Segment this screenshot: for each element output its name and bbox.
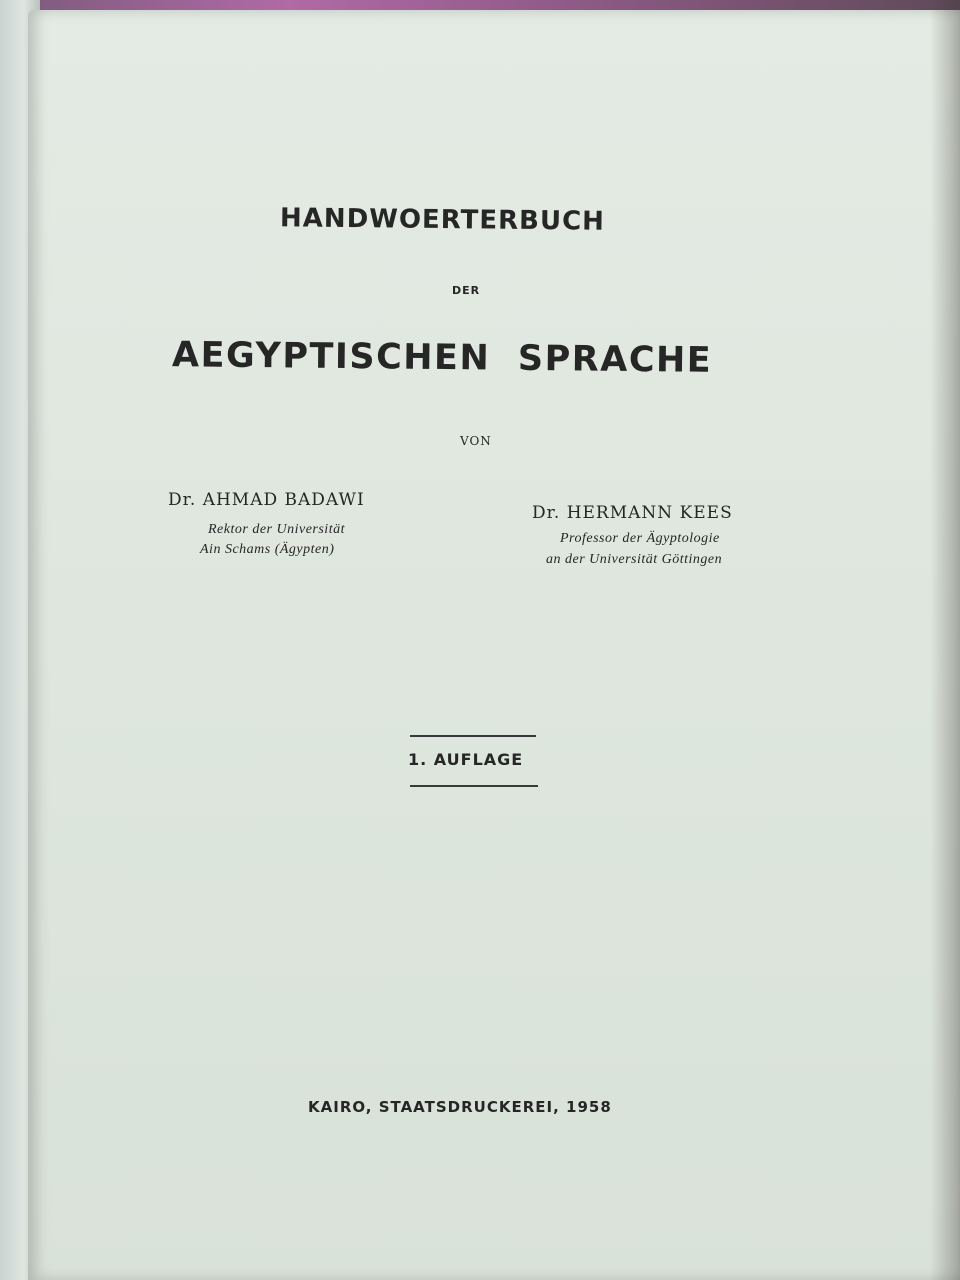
title-line-2: AEGYPTISCHEN SPRACHE: [171, 335, 713, 381]
title-line-1: HANDWOERTERBUCH: [279, 203, 606, 237]
author-affiliation-left-2: Ain Schams (Ägypten): [200, 542, 335, 557]
author-name-left: Dr. AHMAD BADAWI: [168, 490, 365, 510]
author-affiliation-left-1: Rektor der Universität: [208, 522, 345, 537]
by-label: VON: [460, 434, 492, 448]
edition-rule-bottom: [410, 785, 538, 787]
author-affiliation-right-2: an der Universität Göttingen: [546, 552, 723, 567]
title-connector: DER: [452, 284, 481, 297]
title-page: [28, 10, 960, 1280]
edition-label: 1. AUFLAGE: [408, 750, 524, 769]
author-affiliation-right-1: Professor der Ägyptologie: [560, 531, 720, 546]
edition-rule-top: [410, 735, 536, 737]
author-name-right: Dr. HERMANN KEES: [532, 503, 733, 523]
page-edge-shadow: [930, 0, 960, 1280]
publisher-imprint: KAIRO, STAATSDRUCKEREI, 1958: [308, 1098, 612, 1116]
